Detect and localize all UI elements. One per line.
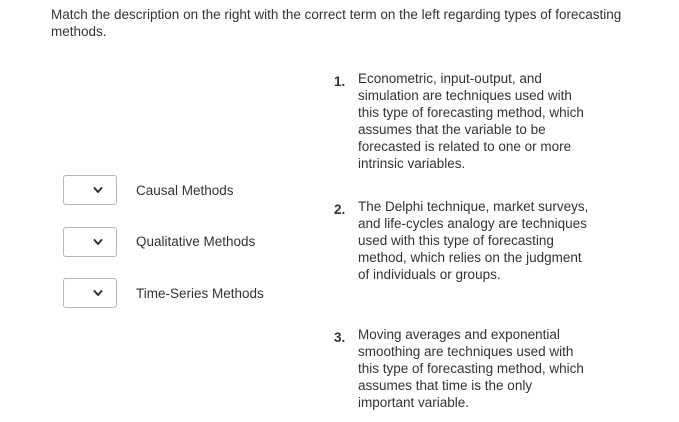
description-number: 3. <box>334 330 346 345</box>
description-number: 1. <box>334 74 346 89</box>
chevron-down-icon <box>93 237 103 247</box>
description-text: Moving averages and exponential smoothing are techniques used with this type of forecasting method, which assumes that time is the only important variable. <box>358 327 584 410</box>
match-select-qualitative[interactable] <box>63 227 117 257</box>
description-text: The Delphi technique, market surveys, and life-cycles analogy are techniques used with this type of forecasting method, which relies on the judgment of individuals or groups. <box>358 199 589 282</box>
description-item-2 <box>334 198 590 283</box>
term-label-qualitative: Qualitative Methods <box>136 234 256 249</box>
terms-list <box>63 174 264 329</box>
term-label-time-series: Time-Series Methods <box>136 285 264 301</box>
description-number: 2. <box>334 202 346 217</box>
term-row-time-series <box>63 277 264 309</box>
term-label-causal: Causal Methods <box>136 182 234 198</box>
description-item-1 <box>334 70 590 172</box>
term-row-causal <box>63 174 264 206</box>
description-text: Econometric, input-output, and simulation are techniques used with this type of forecasting method, which assumes that the variable to be forecasted is related to one or more intrinsic variables. <box>358 71 584 171</box>
match-select-causal[interactable] <box>63 175 117 205</box>
description-item-3 <box>334 326 590 411</box>
chevron-down-icon <box>93 288 103 298</box>
instruction-text: Match the description on the right with the correct term on the left regarding types of forecasting methods. <box>51 7 622 39</box>
term-row-qualitative <box>63 226 264 258</box>
match-select-time-series[interactable] <box>63 278 117 308</box>
chevron-down-icon <box>93 185 103 195</box>
